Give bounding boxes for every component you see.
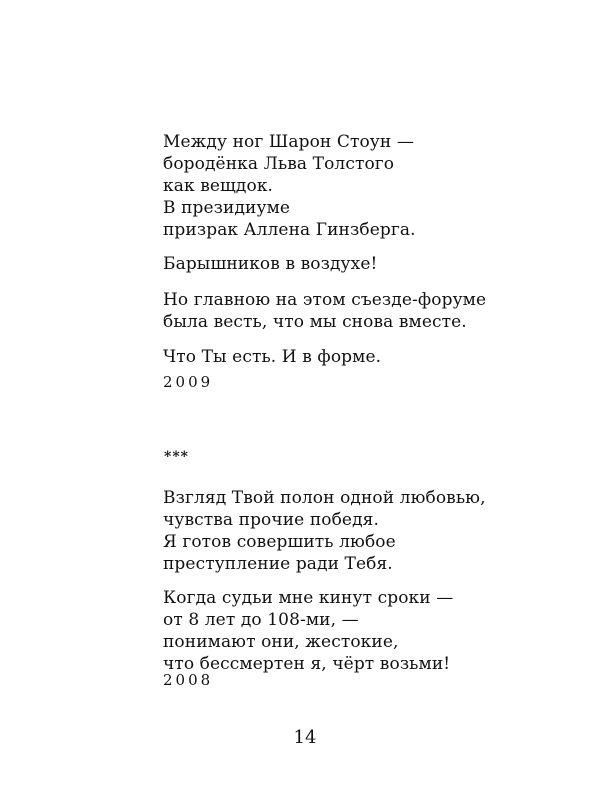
poem-year: 2009 xyxy=(163,373,214,391)
page-number: 14 xyxy=(293,727,317,748)
poem-line: была весть, что мы снова вместе. xyxy=(163,312,467,332)
poem-line: Между ног Шарон Стоун — xyxy=(163,132,414,152)
poem-line: чувства прочие победя. xyxy=(163,510,379,530)
poem-line: Взгляд Твой полон одной любовью, xyxy=(163,488,486,508)
poem-line: В президиуме xyxy=(163,198,291,218)
poem-line: Я готов совершить любое xyxy=(163,532,396,552)
poem-line: призрак Аллена Гинзберга. xyxy=(163,220,416,240)
section-separator: *** xyxy=(164,449,189,465)
poem-year: 2008 xyxy=(163,671,214,689)
poem-line: что бессмертен я, чёрт возьми! xyxy=(163,654,451,674)
poem-line: бородёнка Льва Толстого xyxy=(163,154,395,174)
poem-line: Что Ты есть. И в форме. xyxy=(163,347,382,367)
poem-line: Когда судьи мне кинут сроки — xyxy=(163,588,454,608)
poem-line: Барышников в воздухе! xyxy=(163,254,378,274)
poem-line: понимают они, жестокие, xyxy=(163,632,399,652)
poem-line: Но главною на этом съезде-форуме xyxy=(163,290,487,310)
poem-line: как вещдок. xyxy=(163,176,274,196)
poem-line: преступление ради Тебя. xyxy=(163,554,393,574)
poem-line: от 8 лет до 108-ми, — xyxy=(163,610,359,630)
